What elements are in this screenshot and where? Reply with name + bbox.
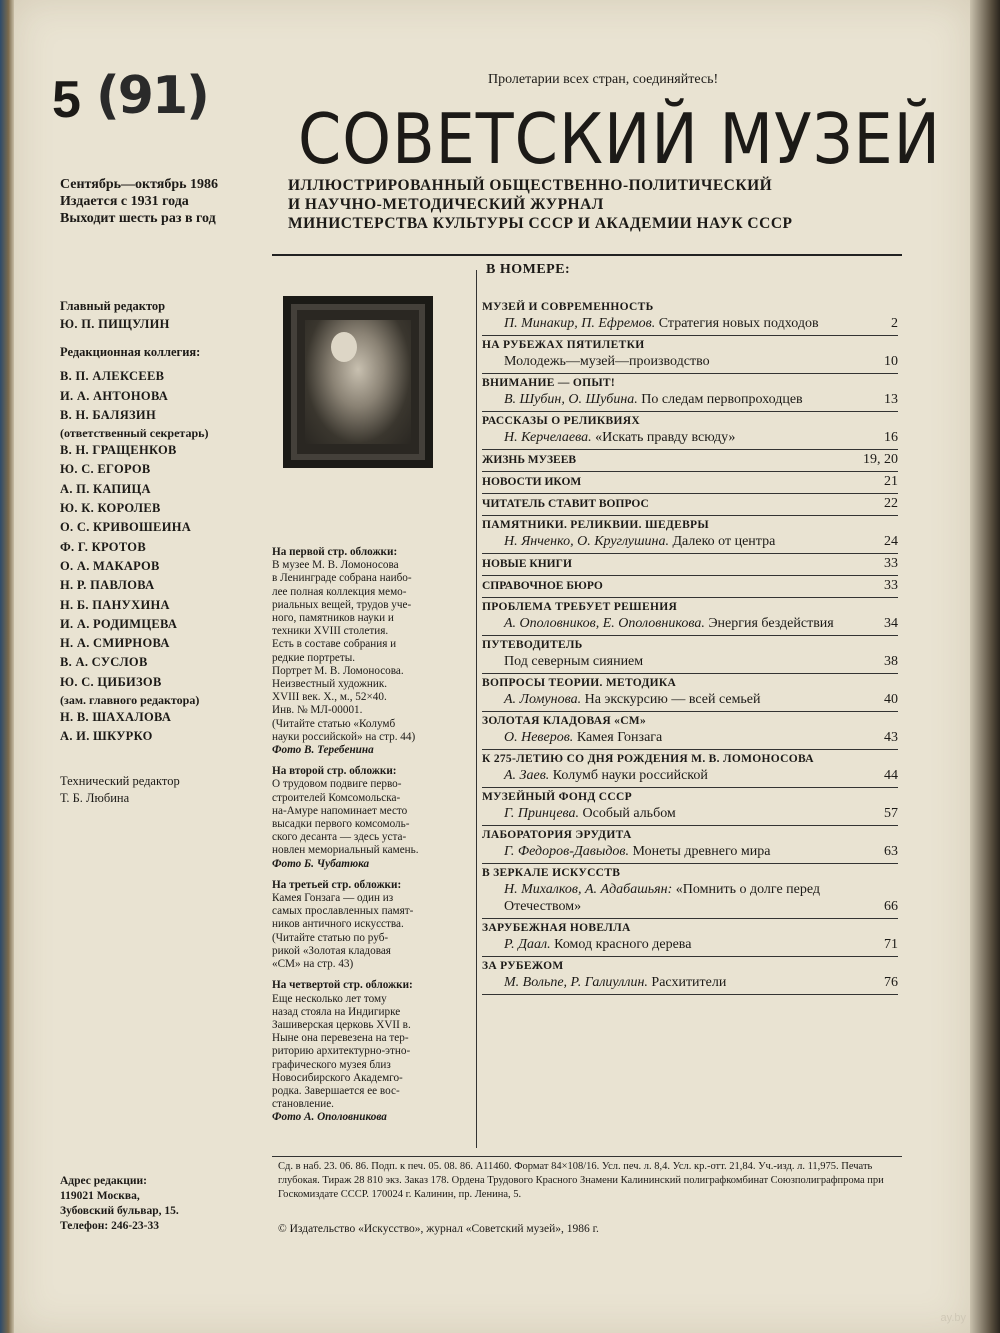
toc-page: 33 <box>884 556 898 571</box>
toc-author: О. Неверов. <box>504 730 574 745</box>
toc-page: 16 <box>884 430 898 445</box>
caption-line: редкие портреты. <box>272 651 356 664</box>
slogan: Пролетарии всех стран, соединяйтесь! <box>488 72 719 87</box>
address-line: Адрес редакции: <box>60 1175 147 1187</box>
address-line: Телефон: 246-23-33 <box>60 1220 159 1232</box>
caption-line: О трудовом подвиге перво- <box>272 778 402 791</box>
toc-page: 33 <box>884 578 898 593</box>
toc-entry <box>482 336 898 374</box>
board-member-name: И. А. РОДИМЦЕВА <box>60 616 178 631</box>
toc-title: Молодежь—музей—производство <box>504 354 710 369</box>
pub-info-line: Сентябрь—октябрь 1986 <box>60 177 219 192</box>
toc-rubric: НА РУБЕЖАХ ПЯТИЛЕТКИ <box>482 339 645 351</box>
board-list <box>60 367 260 746</box>
board-member-name: В. Н. БАЛЯЗИН <box>60 407 156 422</box>
magazine-cover-edge <box>0 0 14 1333</box>
toc-text <box>504 843 884 860</box>
tech-editor-name: Т. Б. Любина <box>60 790 130 805</box>
magazine-subtitle <box>288 176 792 233</box>
toc-text <box>504 805 884 822</box>
toc-author: Н. Керчелаева. <box>504 430 592 445</box>
toc-entry <box>482 450 898 472</box>
toc-rubric: ВНИМАНИЕ — ОПЫТ! <box>482 377 616 389</box>
caption-heading: На четвертой стр. обложки: <box>272 979 413 992</box>
toc-entry <box>482 554 898 576</box>
table-of-contents <box>482 298 898 995</box>
toc-title: Комод красного дерева <box>554 937 692 952</box>
board-member-name: О. С. КРИВОШЕИНА <box>60 520 192 535</box>
toc-line <box>482 767 898 784</box>
toc-rubric: ПРОБЛЕМА ТРЕБУЕТ РЕШЕНИЯ <box>482 601 678 613</box>
toc-author: А. Ополовников, Е. Ополовникова. <box>504 616 705 631</box>
toc-rubric: ЗА РУБЕЖОМ <box>482 960 564 972</box>
toc-rubric: РАССКАЗЫ О РЕЛИКВИЯХ <box>482 415 640 427</box>
imprint: Сд. в наб. 23. 06. 86. Подп. к печ. 05. 08. 86. А11460. Формат 84×108/16. Усл. печ. л. 8,4. Усл. кр.-отт. 21,84. Уч.-изд. л. 11,975. Печать глубокая. Тираж 28 810 экз. Заказ 178. Ордена Трудового Красного Знамени Калининский полиграфкомбинат Союзполиграфпрома при Госкомиздате СССР. 170024 г. Калинин, пр. Ленина, 5. <box>278 1161 884 1200</box>
caption-line: (Читайте статью «Колумб <box>272 717 396 730</box>
subtitle-line: И НАУЧНО-МЕТОДИЧЕСКИЙ ЖУРНАЛ <box>288 196 604 213</box>
photo-credit: Фото В. Теребенина <box>272 744 374 757</box>
caption-line: Инв. № МЛ-00001. <box>272 704 363 717</box>
toc-page: 24 <box>884 534 898 549</box>
toc-title: «Помнить о долге перед Отечеством» <box>504 882 821 914</box>
caption-line: назад стояла на Индигирке <box>272 1005 401 1018</box>
caption-line: (Читайте статью по руб- <box>272 931 389 944</box>
toc-entry <box>482 412 898 450</box>
toc-rubric: ПАМЯТНИКИ. РЕЛИКВИИ. ШЕДЕВРЫ <box>482 519 709 531</box>
toc-title: Камея Гонзага <box>576 730 663 745</box>
toc-page: 63 <box>884 844 898 859</box>
toc-line <box>482 315 898 332</box>
toc-line <box>482 653 898 670</box>
toc-inline-row <box>482 556 898 572</box>
lomonosov-portrait-image <box>283 296 433 468</box>
photo-credit: Фото А. Ополовникова <box>272 1111 387 1124</box>
toc-entry <box>482 636 898 674</box>
toc-entry <box>482 864 898 919</box>
toc-rubric: СПРАВОЧНОЕ БЮРО <box>482 580 603 592</box>
toc-line <box>482 533 898 550</box>
board-member-name: Ф. Г. КРОТОВ <box>60 539 146 554</box>
magazine-title: СОВЕТСКИЙ МУЗЕЙ <box>298 98 942 180</box>
toc-page: 34 <box>884 616 898 631</box>
toc-line <box>482 353 898 370</box>
toc-title: Далеко от центра <box>672 534 776 549</box>
toc-entry <box>482 957 898 995</box>
caption-block <box>272 979 468 1124</box>
board-member-name: Ю. К. КОРОЛЕВ <box>60 501 161 516</box>
toc-author: М. Вольпе, Р. Галиуллин. <box>504 975 648 990</box>
toc-page: 66 <box>884 899 898 914</box>
board-member-name: А. П. КАПИЦА <box>60 481 151 496</box>
toc-entry <box>482 712 898 750</box>
caption-block <box>272 879 468 971</box>
toc-page: 38 <box>884 654 898 669</box>
toc-author: А. Ломунова. <box>504 692 582 707</box>
publication-info <box>60 176 218 227</box>
caption-line: Есть в составе собрания и <box>272 638 397 651</box>
board-member-name: А. И. ШКУРКО <box>60 729 153 744</box>
toc-rubric: К 275-ЛЕТИЮ СО ДНЯ РОЖДЕНИЯ М. В. ЛОМОНОСОВА <box>482 753 814 765</box>
header-rule <box>272 254 902 256</box>
toc-heading: В НОМЕРЕ: <box>486 262 571 277</box>
toc-page: 22 <box>884 496 898 511</box>
toc-rubric: ЧИТАТЕЛЬ СТАВИТ ВОПРОС <box>482 498 649 510</box>
toc-author: А. Заев. <box>504 768 550 783</box>
toc-page: 40 <box>884 692 898 707</box>
caption-line: XVIII век. Х., м., 52×40. <box>272 691 387 704</box>
pub-info-line: Издается с 1931 года <box>60 194 189 209</box>
board-member-name: В. А. СУСЛОВ <box>60 655 148 670</box>
caption-line: Портрет М. В. Ломоносова. <box>272 664 404 677</box>
toc-line <box>482 429 898 446</box>
board-member-name: Ю. С. ЕГОРОВ <box>60 462 151 477</box>
column-divider <box>476 270 477 1148</box>
board-member-name: Н. Б. ПАНУХИНА <box>60 597 170 612</box>
toc-entry <box>482 494 898 516</box>
toc-entry <box>482 298 898 336</box>
board-role: Редакционная коллегия: <box>60 345 201 360</box>
caption-line: на-Амуре напоминает место <box>272 804 408 817</box>
caption-block <box>272 546 468 757</box>
toc-title: «Искать правду всюду» <box>595 430 736 445</box>
toc-page: 76 <box>884 975 898 990</box>
caption-line: родка. Завершается ее вос- <box>272 1084 400 1097</box>
issue-number: 5 <box>52 71 82 129</box>
photo-credit: Фото Б. Чубатюка <box>272 857 370 870</box>
caption-line: самых прославленных памят- <box>272 905 414 918</box>
toc-rubric: ПУТЕВОДИТЕЛЬ <box>482 639 583 651</box>
toc-entry <box>482 750 898 788</box>
chief-editor-role: Главный редактор <box>60 299 166 313</box>
toc-author: Н. Михалков, А. Адабашьян: <box>504 882 673 897</box>
toc-inline-row <box>482 474 898 490</box>
board-member-name: В. П. АЛЕКСЕЕВ <box>60 369 165 384</box>
caption-line: ников античного искусства. <box>272 918 404 931</box>
portrait-face <box>331 332 357 362</box>
toc-page: 10 <box>884 354 898 369</box>
toc-title: На экскурсию — всей семьей <box>584 692 761 707</box>
watermark: ay.by <box>940 1312 966 1324</box>
toc-text <box>504 691 884 708</box>
caption-heading: На второй стр. обложки: <box>272 765 397 778</box>
toc-author: Г. Федоров-Давыдов. <box>504 844 629 859</box>
address-line: Зубовский бульвар, 15. <box>60 1205 179 1217</box>
caption-block <box>272 765 468 871</box>
toc-entry <box>482 516 898 554</box>
background-edge <box>970 0 1000 1333</box>
toc-text <box>504 533 884 550</box>
toc-inline-row <box>482 496 898 512</box>
board-member-note: (ответственный секретарь) <box>60 426 209 441</box>
toc-title: Колумб науки российской <box>552 768 708 783</box>
toc-title: Стратегия новых подходов <box>658 316 819 331</box>
toc-title: Особый альбом <box>582 806 676 821</box>
toc-inline-row <box>482 578 898 594</box>
address-line: 119021 Москва, <box>60 1190 140 1202</box>
caption-line: в Ленинграде собрана наибо- <box>272 572 412 585</box>
toc-line <box>482 936 898 953</box>
toc-author: Р. Даал. <box>504 937 551 952</box>
cover-captions <box>272 546 468 1133</box>
caption-line: рикой «Золотая кладовая <box>272 944 391 957</box>
toc-line <box>482 974 898 991</box>
toc-author: Н. Янченко, О. Круглушина. <box>504 534 669 549</box>
caption-line: «СМ» на стр. 43) <box>272 958 354 971</box>
toc-text <box>504 353 884 370</box>
toc-rubric: МУЗЕЙНЫЙ ФОНД СССР <box>482 791 632 803</box>
toc-entry <box>482 674 898 712</box>
portrait-canvas <box>305 320 411 444</box>
toc-text <box>504 729 884 746</box>
toc-page: 57 <box>884 806 898 821</box>
toc-line <box>482 391 898 408</box>
tech-editor-role: Технический редактор <box>60 773 180 788</box>
toc-page: 43 <box>884 730 898 745</box>
toc-line <box>482 615 898 632</box>
subtitle-line: ИЛЛЮСТРИРОВАННЫЙ ОБЩЕСТВЕННО-ПОЛИТИЧЕСКИЙ <box>288 177 773 194</box>
caption-line: лее полная коллекция мемо- <box>272 585 407 598</box>
toc-page: 2 <box>891 316 898 331</box>
caption-line: становление. <box>272 1098 334 1111</box>
toc-title: Энергия бездействия <box>708 616 834 631</box>
toc-text <box>504 391 884 408</box>
caption-line: ского десанта — здесь уста- <box>272 831 407 844</box>
toc-page: 13 <box>884 392 898 407</box>
toc-rubric: МУЗЕЙ И СОВРЕМЕННОСТЬ <box>482 301 654 313</box>
toc-inline-row <box>482 452 898 468</box>
toc-rubric: ЛАБОРАТОРИЯ ЭРУДИТА <box>482 829 632 841</box>
toc-line <box>482 881 898 915</box>
toc-entry <box>482 576 898 598</box>
toc-line <box>482 843 898 860</box>
toc-text <box>504 936 884 953</box>
chief-editor-name: Ю. П. ПИЩУЛИН <box>60 317 170 331</box>
caption-line: В музее М. В. Ломоносова <box>272 559 399 572</box>
toc-entry <box>482 598 898 636</box>
copyright: © Издательство «Искусство», журнал «Советский музей», 1986 г. <box>278 1223 599 1235</box>
subtitle-line: МИНИСТЕРСТВА КУЛЬТУРЫ СССР И АКАДЕМИИ НАУК СССР <box>288 215 793 232</box>
toc-page: 19, 20 <box>863 452 898 467</box>
toc-entry <box>482 919 898 957</box>
caption-line: Еще несколько лет тому <box>272 992 387 1005</box>
caption-line: ного, памятников науки и <box>272 612 394 625</box>
board-member-name: Н. Р. ПАВЛОВА <box>60 578 155 593</box>
issue-handwritten-number: (91) <box>96 66 208 126</box>
toc-line <box>482 729 898 746</box>
toc-rubric: ЗОЛОТАЯ КЛАДОВАЯ «СМ» <box>482 715 646 727</box>
board-member-name: Н. В. ШАХАЛОВА <box>60 710 172 725</box>
toc-title: По следам первопроходцев <box>641 392 803 407</box>
caption-line: высадки первого комсомоль- <box>272 818 410 831</box>
caption-line: строителей Комсомольска- <box>272 791 401 804</box>
board-member-name: О. А. МАКАРОВ <box>60 558 160 573</box>
toc-text <box>504 615 884 632</box>
toc-entry <box>482 374 898 412</box>
editorial-address <box>60 1174 179 1234</box>
toc-title: Монеты древнего мира <box>632 844 771 859</box>
toc-title: Расхитители <box>651 975 727 990</box>
caption-line: графического музея близ <box>272 1058 391 1071</box>
toc-rubric: НОВОСТИ ИКОМ <box>482 476 582 488</box>
editorial-board <box>60 298 260 807</box>
toc-line <box>482 691 898 708</box>
caption-line: новлен мемориальный камень. <box>272 844 419 857</box>
board-member-name: Н. А. СМИРНОВА <box>60 636 170 651</box>
toc-text <box>504 315 891 332</box>
caption-line: техники XVIII столетия. <box>272 625 389 638</box>
toc-text <box>504 653 884 670</box>
caption-line: Ныне она перевезена на тер- <box>272 1032 409 1045</box>
toc-page: 44 <box>884 768 898 783</box>
toc-text <box>504 767 884 784</box>
toc-rubric: НОВЫЕ КНИГИ <box>482 558 572 570</box>
toc-author: В. Шубин, О. Шубина. <box>504 392 638 407</box>
board-member-name: И. А. АНТОНОВА <box>60 388 169 403</box>
toc-rubric: В ЗЕРКАЛЕ ИСКУССТВ <box>482 867 621 879</box>
caption-line: Камея Гонзага — один из <box>272 892 394 905</box>
toc-text <box>504 429 884 446</box>
caption-line: Зашиверская церковь XVII в. <box>272 1018 411 1031</box>
imprint-rule <box>272 1156 902 1157</box>
caption-line: риальных вещей, трудов уче- <box>272 598 412 611</box>
caption-heading: На первой стр. обложки: <box>272 546 398 558</box>
toc-author: П. Минакир, П. Ефремов. <box>504 316 656 331</box>
board-member-name: Ю. С. ЦИБИЗОВ <box>60 674 162 689</box>
toc-entry <box>482 788 898 826</box>
toc-author: Г. Принцева. <box>504 806 580 821</box>
toc-rubric: ВОПРОСЫ ТЕОРИИ. МЕТОДИКА <box>482 677 677 689</box>
toc-page: 71 <box>884 937 898 952</box>
caption-line: Неизвестный художник. <box>272 678 388 691</box>
toc-line <box>482 805 898 822</box>
toc-text <box>504 974 884 991</box>
caption-line: риторию архитектурно-этно- <box>272 1045 411 1058</box>
caption-line: науки российской» на стр. 44) <box>272 730 416 743</box>
pub-info-line: Выходит шесть раз в год <box>60 211 216 226</box>
caption-line: Новосибирского Академго- <box>272 1071 403 1084</box>
toc-rubric: ЗАРУБЕЖНАЯ НОВЕЛЛА <box>482 922 631 934</box>
toc-entry <box>482 472 898 494</box>
toc-text <box>504 881 884 915</box>
toc-page: 21 <box>884 474 898 489</box>
toc-rubric: ЖИЗНЬ МУЗЕЕВ <box>482 454 577 466</box>
toc-title: Под северным сиянием <box>504 654 644 669</box>
board-member-name: В. Н. ГРАЩЕНКОВ <box>60 443 177 458</box>
toc-entry <box>482 826 898 864</box>
board-member-note: (зам. главного редактора) <box>60 693 200 708</box>
caption-heading: На третьей стр. обложки: <box>272 878 402 891</box>
